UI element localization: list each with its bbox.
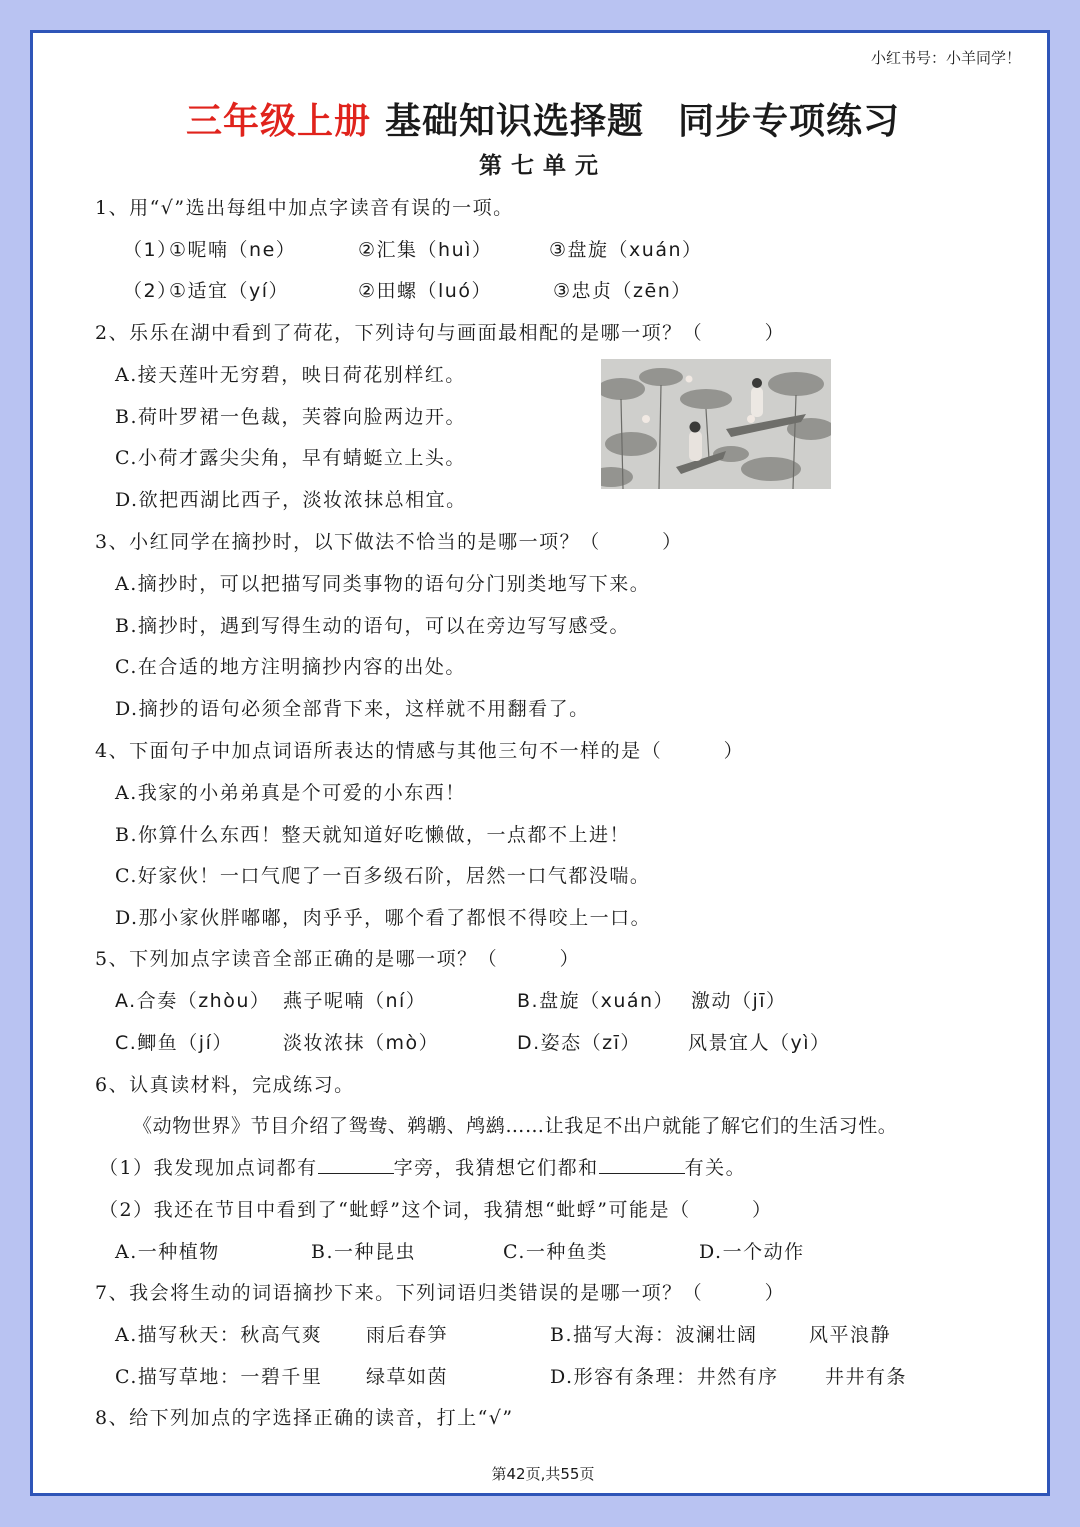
question-8-stem: 8、给下列加点的字选择正确的读音，打上“√” (95, 1407, 514, 1429)
q1-row1-option-b: ②汇集（huì） (358, 239, 493, 261)
page-number: 第42页,共55页 (491, 1465, 595, 1483)
q1-row1-label: （1） (123, 239, 178, 261)
q1-row2-option-c: ③忠贞（zēn） (553, 280, 692, 302)
q2-option-b: B.荷叶罗裙一色裁，芙蓉向脸两边开。 (115, 406, 467, 428)
q7-option-c-group2: 绿草如茵 (366, 1366, 449, 1388)
q4-option-c: C.好家伙！一口气爬了一百多级石阶，居然一口气都没喘。 (115, 865, 651, 887)
q6-sub1 (99, 1153, 746, 1180)
q1-row2-option-a: ①适宜（yí） (169, 280, 290, 302)
q6-option-d: D.一个动作 (699, 1241, 805, 1263)
q6-material: 《动物世界》节目介绍了鸳鸯、鹈鹕、鸬鹚……让我足不出户就能了解它们的生活习性。 (133, 1115, 898, 1137)
question-5-stem: 5、下列加点字读音全部正确的是哪一项？（ ） (95, 948, 581, 970)
q3-option-b: B.摘抄时，遇到写得生动的语句，可以在旁边写写感受。 (115, 615, 631, 637)
q4-option-d: D.那小家伙胖嘟嘟，肉乎乎，哪个看了都恨不得咬上一口。 (115, 907, 652, 929)
q7-option-a-group1: A.描写秋天：秋高气爽 (115, 1324, 323, 1346)
q7-option-a-group2: 雨后春笋 (366, 1324, 449, 1346)
q6-blank-radical[interactable] (318, 1155, 394, 1174)
q3-option-a: A.摘抄时，可以把描写同类事物的语句分门别类地写下来。 (115, 573, 651, 595)
q5-option-c-word2: 淡妆浓抹（mò） (283, 1032, 440, 1054)
question-3-stem: 3、小红同学在摘抄时，以下做法不恰当的是哪一项？（ ） (95, 531, 683, 553)
q6-option-b: B.一种昆虫 (311, 1241, 417, 1263)
q6-sub2: （2）我还在节目中看到了“蚍蜉”这个词，我猜想“蚍蜉”可能是（ ） (99, 1199, 773, 1221)
q3-option-d: D.摘抄的语句必须全部背下来，这样就不用翻看了。 (115, 698, 590, 720)
q5-option-d-word2: 风景宜人（yì） (688, 1032, 831, 1054)
q3-option-c: C.在合适的地方注明摘抄内容的出处。 (115, 656, 466, 678)
worksheet-page (30, 30, 1050, 1496)
q6-sub1-part1: （1）我发现加点词都有 (99, 1157, 318, 1179)
title-practice: 同步专项练习 (678, 101, 901, 142)
q5-option-c-word1: C.鲫鱼（jí） (115, 1032, 233, 1054)
unit-heading: 第七单元 (479, 153, 607, 179)
q1-row2-option-b: ②田螺（luó） (358, 280, 492, 302)
q5-option-b-word1: B.盘旋（xuán） (517, 990, 675, 1012)
question-1-stem: 1、用“√”选出每组中加点字读音有误的一项。 (95, 197, 514, 219)
q2-option-d: D.欲把西湖比西子，淡妆浓抹总相宜。 (115, 489, 467, 511)
lotus-painting-illustration (601, 359, 831, 489)
question-6-stem: 6、认真读材料，完成练习。 (95, 1074, 355, 1096)
account-tag: 小红书号：小羊同学！ (871, 49, 1022, 67)
question-2-stem: 2、乐乐在湖中看到了荷花，下列诗句与画面最相配的是哪一项？（ ） (95, 322, 786, 344)
title-grade: 三年级上册 (185, 101, 371, 142)
q4-option-a: A.我家的小弟弟真是个可爱的小东西！ (115, 782, 466, 804)
q7-option-b-group2: 风平浪静 (809, 1324, 892, 1346)
q2-option-c: C.小荷才露尖尖角，早有蜻蜓立上头。 (115, 447, 466, 469)
title-topic: 基础知识选择题 (384, 101, 644, 142)
q2-option-a: A.接天莲叶无穷碧，映日荷花别样红。 (115, 364, 466, 386)
q1-row1-option-c: ③盘旋（xuán） (549, 239, 703, 261)
q6-sub1-part2: 字旁，我猜想它们都和 (393, 1157, 599, 1179)
q5-option-a-word2: 燕子呢喃（ní） (283, 990, 427, 1012)
q6-option-c: C.一种鱼类 (503, 1241, 608, 1263)
q5-option-b-word2: 激动（jī） (691, 990, 787, 1012)
q7-option-b-group1: B.描写大海：波澜壮阔 (550, 1324, 758, 1346)
q6-option-a: A.一种植物 (115, 1241, 220, 1263)
q6-blank-related[interactable] (599, 1155, 685, 1174)
q7-option-d-group2: 井井有条 (825, 1366, 908, 1388)
q5-option-d-word1: D.姿态（zī） (517, 1032, 641, 1054)
q4-option-b: B.你算什么东西！整天就知道好吃懒做，一点都不上进！ (115, 824, 631, 846)
q6-sub1-part3: 有关。 (684, 1157, 747, 1179)
page-title (33, 93, 1053, 144)
question-4-stem: 4、下面句子中加点词语所表达的情感与其他三句不一样的是（ ） (95, 740, 745, 762)
question-7-stem: 7、我会将生动的词语摘抄下来。下列词语归类错误的是哪一项？（ ） (95, 1282, 786, 1304)
q1-row1-option-a: ①呢喃（ne） (169, 239, 297, 261)
q7-option-d-group1: D.形容有条理：井然有序 (550, 1366, 779, 1388)
q1-row2-label: （2） (123, 280, 178, 302)
q5-option-a-word1: A.合奏（zhòu） (115, 990, 271, 1012)
q7-option-c-group1: C.描写草地：一碧千里 (115, 1366, 323, 1388)
